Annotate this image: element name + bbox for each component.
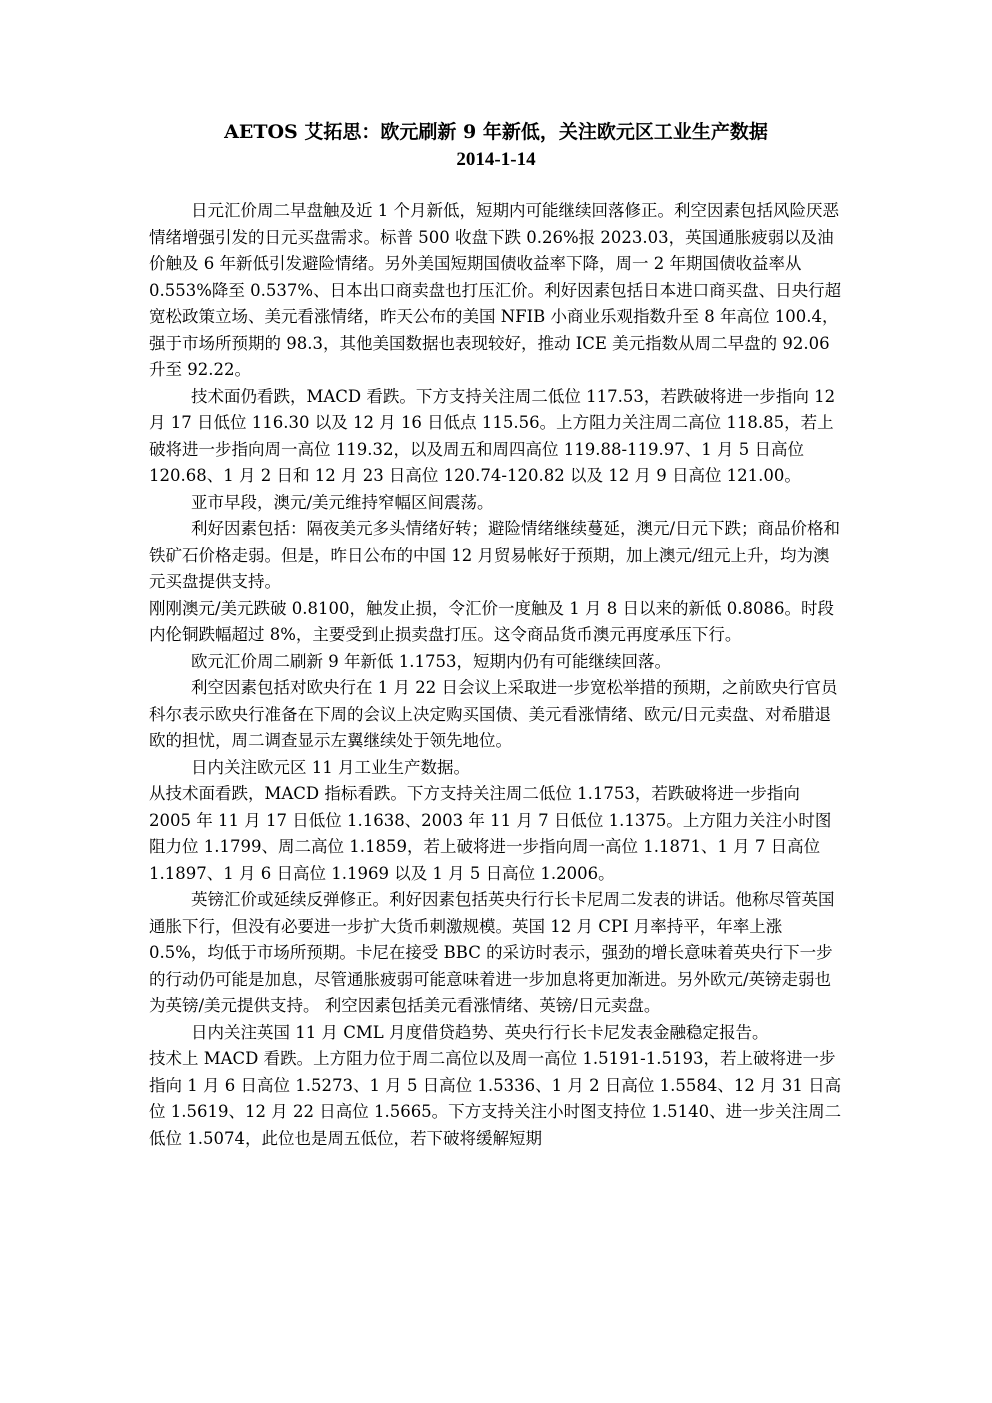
body-paragraph: 日内关注英国 11 月 CML 月度借贷趋势、英央行行长卡尼发表金融稳定报告。 [191, 1022, 769, 1042]
body-paragraph: 从技术面看跌，MACD 指标看跌。下方支持关注周二低位 1.1753，若跌破将进一步指向 2005 年 11 月 17 日低位 1.1638、2003 年 11 月 7 日低位 1.1375。上方阻力关注小时图阻力位 1.1799、周二高位 1.1859，若上破将进一步指向周一高位 1.1871、1 月 7 日高位 1.1897、1 月 6 日高位 1.1969 以及 1 月 5 日高位 1.2006。 [149, 784, 832, 883]
body-paragraph: 日元汇价周二早盘触及近 1 个月新低，短期内可能继续回落修正。利空因素包括风险厌恶情绪增强引发的日元买盘需求。标普 500 收盘下跌 0.26%报 2023.03，英国通胀疲弱以及油价触及 6 年新低引发避险情绪。另外美国短期国债收益率下降，周一 2 年期国债收益率从 0.553%降至 0.537%、日本出口商卖盘也打压汇价。利好因素包括日本进口商买盘、日央行超宽松政策立场、美元看涨情绪，昨天公布的美国 NFIB 小商业乐观指数升至 8 年高位 100.4，强于市场所预期的 98.3，其他美国数据也表现较好，推动 ICE 美元指数从周二早盘的 92.06 升至 92.22。 [149, 201, 842, 379]
body-paragraph: 欧元汇价周二刷新 9 年新低 1.1753，短期内仍有可能继续回落。 [191, 651, 671, 671]
body-paragraph: 利空因素包括对欧央行在 1 月 22 日会议上采取进一步宽松举措的预期，之前欧央行官员科尔表示欧央行准备在下周的会议上决定购买国债、美元看涨情绪、欧元/日元卖盘、对希腊退欧的担忧，周二调查显示左翼继续处于领先地位。 [149, 678, 838, 750]
document-body [149, 198, 845, 1152]
body-paragraph: 利好因素包括：隔夜美元多头情绪好转；避险情绪继续蔓延，澳元/日元下跌；商品价格和铁矿石价格走弱。但是，昨日公布的中国 12 月贸易帐好于预期，加上澳元/纽元上升，均为澳元买盘提供支持。 [149, 519, 841, 591]
body-paragraph: 英镑汇价或延续反弹修正。利好因素包括英央行行长卡尼周二发表的讲话。他称尽管英国通胀下行，但没有必要进一步扩大货币刺激规模。英国 12 月 CPI 月率持平，年率上涨 0.5%，均低于市场所预期。卡尼在接受 BBC 的采访时表示，强劲的增长意味着英央行下一步的行动仍可能是加息，尽管通胀疲弱可能意味着进一步加息将更加渐进。另外欧元/英镑走弱也为英镑/美元提供支持。 利空因素包括美元看涨情绪、英镑/日元卖盘。 [149, 890, 835, 1015]
body-paragraph: 刚刚澳元/美元跌破 0.8100，触发止损，令汇价一度触及 1 月 8 日以来的新低 0.8086。时段内伦铜跌幅超过 8%，主要受到止损卖盘打压。这令商品货币澳元再度承压下行。 [149, 598, 834, 644]
document-date: 2014-1-14 [456, 149, 536, 170]
body-paragraph: 日内关注欧元区 11 月工业生产数据。 [191, 757, 470, 777]
body-paragraph: 亚市早段，澳元/美元维持窄幅区间震荡。 [191, 492, 494, 512]
document-title: AETOS 艾拓思：欧元刷新 9 年新低，关注欧元区工业生产数据 [224, 121, 768, 143]
body-paragraph: 技术面仍看跌，MACD 看跌。下方支持关注周二低位 117.53，若跌破将进一步指向 12 月 17 日低位 116.30 以及 12 月 16 日低点 115.56。上方阻力关注周二高位 118.85，若上破将进一步指向周一高位 119.32，以及周五和周四高位 119.88-119.97、1 月 5 日高位 120.68、1 月 2 日和 12 月 23 日高位 120.74-120.82 以及 12 月 9 日高位 121.00。 [149, 386, 836, 485]
body-paragraph: 技术上 MACD 看跌。上方阻力位于周二高位以及周一高位 1.5191-1.5193，若上破将进一步指向 1 月 6 日高位 1.5273、1 月 5 日高位 1.5336、1 月 2 日高位 1.5584、12 月 31 日高位 1.5619、12 月 22 日高位 1.5665。下方支持关注小时图支持位 1.5140、进一步关注周二低位 1.5074，此位也是周五低位，若下破将缓解短期 [149, 1049, 842, 1148]
